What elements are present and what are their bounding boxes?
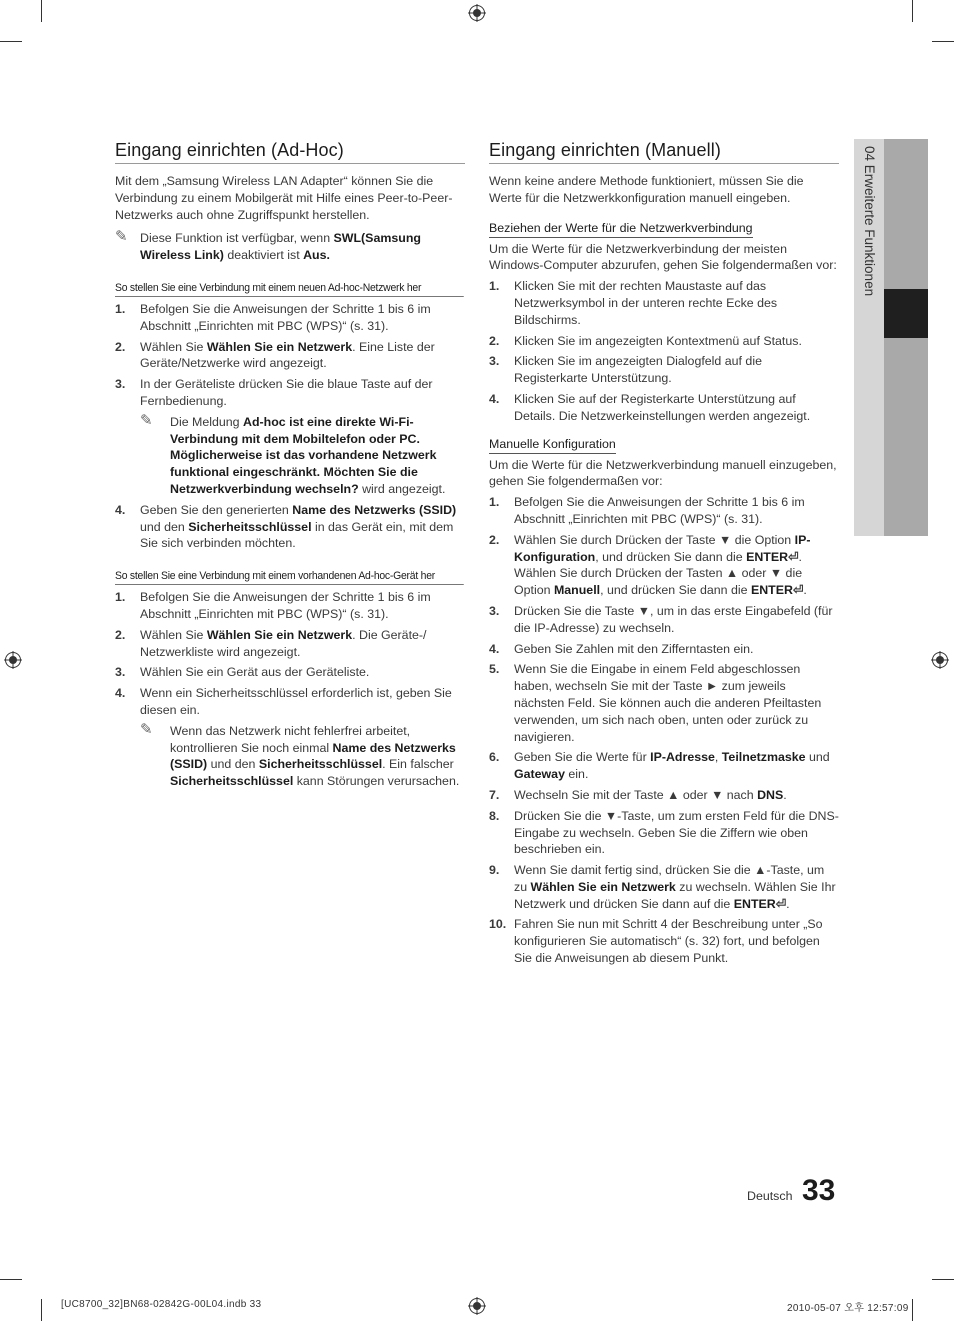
intro-paragraph: Wenn keine andere Methode funktioniert, müssen Sie die Werte für die Netzwerkkonfiguration manuell eingeben. xyxy=(489,174,804,205)
sub-intro: Um die Werte für die Netzwerkverbindung der meisten Windows-Computer abzurufen, gehen Sie folgendermaßen vor: xyxy=(489,241,837,273)
crop-mark xyxy=(41,1299,42,1321)
list-item: 2. Wählen Sie durch Drücken der Taste ▼ die Option IP-Konfiguration, und drücken Sie dann die ENTER⏎. Wählen Sie durch Drücken der Tasten ▲ oder ▼ die Option Manuell, und drücken Sie dann die ENTER⏎. xyxy=(489,532,811,598)
note: ✎ Wenn das Netzwerk nicht fehlerfrei arbeitet, kontrollieren Sie noch einmal Name des Netzwerks (SSID) und den Sicherheitsschlüssel. Ein falscher Sicherheitsschlüssel kann Störungen verursachen. xyxy=(140,720,460,789)
list-item: 4. Wenn ein Sicherheitsschlüssel erforderlich ist, geben Sie diesen ein. ✎ Wenn das Netzwerk nicht fehlerfrei arbeitet, kontrollieren Sie noch einmal Name des Netzwerks (SSID) und den Sicherheitsschlüssel. Ein falscher Sicherheitsschlüssel kann Störungen verursachen. xyxy=(115,685,465,790)
list-item: 8. Drücken Sie die ▼-Taste, um zum ersten Feld für die DNS-Eingabe zu wechseln. Geben Sie die Ziffern wie oben beschrieben ein. xyxy=(489,808,839,857)
note: ✎ Diese Funktion ist verfügbar, wenn SWL(Samsung Wireless Link) deaktiviert ist Aus. xyxy=(115,228,421,263)
list-item: 1. Befolgen Sie die Anweisungen der Schritte 1 bis 6 im Abschnitt „Einrichten mit PBC (WPS)“ (s. 31). xyxy=(115,590,431,621)
note: ✎ Die Meldung Ad-hoc ist eine direkte Wi-Fi-Verbindung mit dem Mobiltelefon oder PC. Möglicherweise ist das vorhandene Netzwerk funktional eingeschränkt. Möchten Sie die Netzwerkverbindung wechseln? wird angezeigt. xyxy=(140,411,446,496)
crop-mark xyxy=(932,41,954,42)
step-list xyxy=(115,589,465,790)
list-item: 3. In der Geräteliste drücken Sie die blaue Taste auf der Fernbedienung. ✎ Die Meldung Ad-hoc ist eine direkte Wi-Fi-Verbindung mit dem Mobiltelefon oder PC. Möglicherweise ist das vorhandene Netzwerk funktional eingeschränkt. Möchten Sie die Netzwerkverbindung wechseln? wird angezeigt. xyxy=(115,376,465,498)
list-item: 4. Klicken Sie auf der Registerkarte Unterstützung auf Details. Die Netzwerkeinstellungen werden angezeigt. xyxy=(489,391,811,423)
registration-mark-icon xyxy=(4,651,22,669)
section-heading-adhoc: Eingang einrichten (Ad-Hoc) xyxy=(115,140,465,164)
left-column xyxy=(115,140,465,790)
footer-language: Deutsch xyxy=(747,1189,793,1203)
list-item: 9. Wenn Sie damit fertig sind, drücken Sie die ▲-Taste, um zu Wählen Sie ein Netzwerk zu wechseln. Wählen Sie Ihr Netzwerk und drücken Sie dann auf die ENTER⏎. xyxy=(489,863,836,911)
step-list xyxy=(115,301,465,552)
section-heading-manual: Eingang einrichten (Manuell) xyxy=(489,140,839,164)
right-column xyxy=(489,140,839,967)
subheading-new-adhoc: So stellen Sie eine Verbindung mit einem neuen Ad-hoc-Netzwerk her xyxy=(115,280,463,297)
page-number: 33 xyxy=(802,1174,836,1207)
chapter-tab-marker xyxy=(884,289,928,338)
list-item: 1. Befolgen Sie die Anweisungen der Schritte 1 bis 6 im Abschnitt „Einrichten mit PBC (WPS)“ (s. 31). xyxy=(115,301,431,333)
pencil-note-icon: ✎ xyxy=(140,411,153,429)
crop-mark xyxy=(912,0,913,22)
list-item: 2. Wählen Sie Wählen Sie ein Netzwerk. Die Geräte-/ Netzwerkliste wird angezeigt. xyxy=(115,627,427,659)
print-slug-file: [UC8700_32]BN68-02842G-00L04.indb 33 xyxy=(61,1299,262,1310)
crop-mark xyxy=(912,1299,913,1321)
subheading-manual-config: Manuelle Konfiguration xyxy=(489,436,616,454)
crop-mark xyxy=(41,0,42,22)
chapter-tab-label: 04 Erweiterte Funktionen xyxy=(862,146,877,297)
list-item: 6. Geben Sie die Werte für IP-Adresse, Teilnetzmaske und Gateway ein. xyxy=(489,750,830,782)
pencil-note-icon: ✎ xyxy=(140,720,153,738)
list-item: 4. Geben Sie den generierten Name des Netzwerks (SSID) und den Sicherheitsschlüssel in das Gerät ein, mit dem Sie sich verbinden möchten. xyxy=(115,502,457,551)
list-item: 3. Wählen Sie ein Gerät aus der Geräteliste. xyxy=(115,665,370,680)
enter-key-icon: ⏎ xyxy=(775,896,787,911)
print-slug-date: 2010-05-07 오후 12:57:09 xyxy=(787,1303,909,1314)
list-item: 7. Wechseln Sie mit der Taste ▲ oder ▼ nach DNS. xyxy=(489,787,787,802)
subheading-existing-adhoc: So stellen Sie eine Verbindung mit einem vorhandenen Ad-hoc-Gerät her xyxy=(115,568,463,585)
list-item: 3. Drücken Sie die Taste ▼, um in das erste Eingabefeld (für die IP-Adresse) zu wechseln. xyxy=(489,603,833,635)
enter-key-icon: ⏎ xyxy=(788,549,799,564)
list-item: 2. Klicken Sie im angezeigten Kontextmenü auf Status. xyxy=(489,333,802,348)
list-item: 3. Klicken Sie im angezeigten Dialogfeld auf die Registerkarte Unterstützung. xyxy=(489,354,762,386)
crop-mark xyxy=(932,1279,954,1280)
enter-key-icon: ⏎ xyxy=(792,583,804,598)
crop-mark xyxy=(0,1279,22,1280)
registration-mark-icon xyxy=(468,1297,486,1315)
list-item: 1. Befolgen Sie die Anweisungen der Schritte 1 bis 6 im Abschnitt „Einrichten mit PBC (WPS)“ (s. 31). xyxy=(489,495,805,526)
sub-intro: Um die Werte für die Netzwerkverbindung manuell einzugeben, gehen Sie folgendermaßen vor: xyxy=(489,457,837,489)
registration-mark-icon xyxy=(468,4,486,22)
step-list xyxy=(489,278,839,424)
subheading-network-values: Beziehen der Werte für die Netzwerkverbindung xyxy=(489,220,753,238)
intro-paragraph: Mit dem „Samsung Wireless LAN Adapter“ können Sie die Verbindung zu einem Mobilgerät mit Hilfe eines Peer-to-Peer-Netzwerks auch ohne Zugriffspunkt herstellen. xyxy=(115,174,453,222)
registration-mark-icon xyxy=(931,651,949,669)
list-item: 4. Geben Sie Zahlen mit den Zifferntasten ein. xyxy=(489,641,754,656)
list-item: 1. Klicken Sie mit der rechten Maustaste auf das Netzwerksymbol in der unteren rechte Ecke des Bildschirms. xyxy=(489,279,778,327)
step-list xyxy=(489,494,839,967)
list-item: 5. Wenn Sie die Eingabe in einem Feld abgeschlossen haben, wechseln Sie mit der Taste ► zum jeweils nächsten Feld. Sie können auch die anderen Pfeiltasten verwenden, um sich nach oben, unten oder zurück zu navigieren. xyxy=(489,662,822,744)
crop-mark xyxy=(0,41,22,42)
list-item: 2. Wählen Sie Wählen Sie ein Netzwerk. Eine Liste der Geräte/Netzwerke wird angezeigt. xyxy=(115,339,435,371)
pencil-note-icon: ✎ xyxy=(115,228,128,246)
list-item: 10. Fahren Sie nun mit Schritt 4 der Beschreibung unter „So konfigurieren Sie automatisch“ (s. 32) fort, und befolgen Sie die Anweisungen ab diesem Punkt. xyxy=(489,917,823,966)
